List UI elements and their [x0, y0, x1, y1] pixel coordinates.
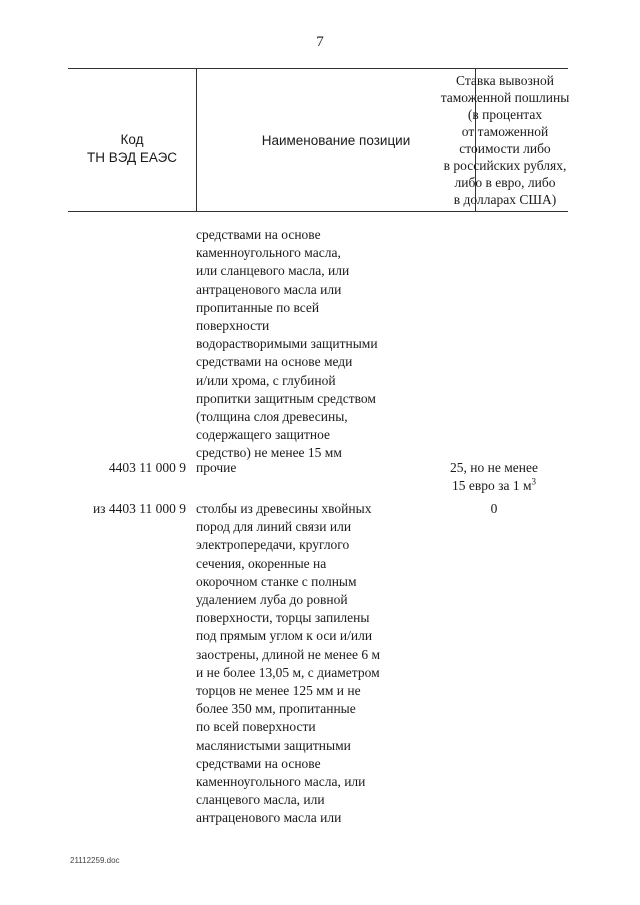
- table-row-description: [196, 500, 416, 828]
- description-line: пропитанные по всей: [196, 299, 320, 315]
- description-line: и/или хрома, с глубиной: [196, 372, 336, 388]
- description-line: антраценового масла или: [196, 281, 342, 297]
- description-line: по всей поверхности: [196, 719, 316, 735]
- description-line: пропитки защитным средством: [196, 390, 376, 406]
- table-row-rate: [420, 500, 568, 518]
- description-line: средствами на основе меди: [196, 354, 353, 370]
- description-line: каменноугольного масла,: [196, 245, 341, 261]
- description-line: каменноугольного масла, или: [196, 774, 366, 790]
- header-rate-line: стоимости либо: [459, 141, 551, 156]
- header-rate-line: либо в евро, либо: [454, 175, 556, 190]
- description-line: и не более 13,05 м, с диаметром: [196, 664, 380, 680]
- description-line: (толщина слоя древесины,: [196, 409, 348, 425]
- description-line: поверхности, торцы запилены: [196, 610, 370, 626]
- description-line: антраценового масла или: [196, 810, 342, 826]
- description-line: удалением луба до ровной: [196, 592, 348, 608]
- description-line: сланцевого масла, или: [196, 792, 325, 808]
- header-rate-line: (в процентах: [467, 107, 543, 122]
- header-code-line: Код: [120, 132, 144, 147]
- header-rate-line: Ставка вывозной: [456, 73, 554, 88]
- header-rate-line: от таможенной: [461, 124, 549, 139]
- header-code-line: ТН ВЭД ЕАЭС: [86, 150, 178, 165]
- rate-line: [420, 477, 568, 495]
- table-header: [68, 68, 568, 212]
- description-line: более 350 мм, пропитанные: [196, 701, 356, 717]
- header-rate-line: в российских рублях,: [443, 158, 567, 173]
- page-number: 7: [316, 34, 324, 50]
- description-line: маслянистыми защитными: [196, 737, 351, 753]
- description-line: под прямым углом к оси и/или: [196, 628, 373, 644]
- description-line: сечения, окоренные на: [196, 555, 327, 571]
- rate-line-text: 15 евро за 1 м: [452, 478, 532, 494]
- header-rate-line: таможенной пошлины: [440, 90, 570, 105]
- header-rate-line: в долларах США): [453, 192, 557, 207]
- description-line: окорочном станке с полным: [196, 573, 357, 589]
- description-line: средствами на основе: [196, 755, 321, 771]
- description-line: торцов не менее 125 мм и не: [196, 683, 361, 699]
- description-line: средство) не менее 15 мм: [196, 445, 342, 461]
- table-row-description: [196, 459, 416, 477]
- continuation-description: [196, 226, 416, 463]
- description-line: прочие: [196, 460, 237, 475]
- description-line: пород для линий связи или: [196, 519, 352, 535]
- rate-line: 0: [490, 501, 498, 516]
- table-row-code: 4403 11 000 9: [108, 460, 186, 475]
- document-id: 21112259.doc: [70, 856, 120, 865]
- description-line: средствами на основе: [196, 227, 321, 242]
- description-line: содержащего защитное: [196, 427, 330, 443]
- table-row-rate: [420, 459, 568, 495]
- description-line: поверхности: [196, 318, 270, 334]
- table-row-code: из 4403 11 000 9: [92, 501, 186, 516]
- description-line: или сланцевого масла, или: [196, 263, 350, 279]
- description-line: заострены, длиной не менее 6 м: [196, 646, 381, 662]
- header-rate-column: [440, 69, 570, 211]
- header-code-column: [68, 69, 196, 211]
- rate-line: 25, но не менее: [450, 460, 538, 475]
- description-line: электропередачи, круглого: [196, 537, 350, 553]
- rate-unit-exponent: 3: [531, 476, 536, 487]
- description-line: водорастворимыми защитными: [196, 336, 378, 352]
- description-line: столбы из древесины хвойных: [196, 501, 372, 516]
- header-name-label: Наименование позиции: [261, 132, 411, 148]
- header-name-column: [196, 69, 476, 211]
